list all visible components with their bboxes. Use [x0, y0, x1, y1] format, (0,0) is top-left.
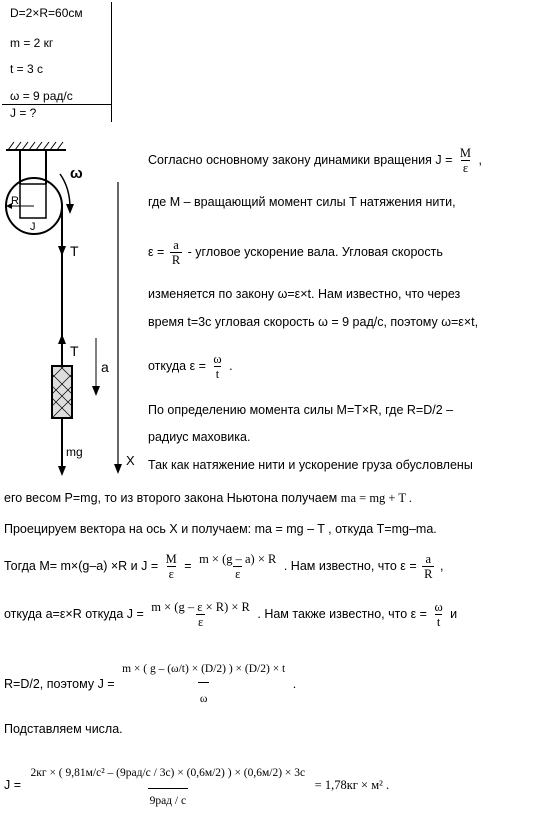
line-12: Тогда M= m×(g–a) ×R и J = $\frac{M}{\varepsilon}$ = $\frac{m \times (g - a) \times R}{\varepsilon}$ . Нам известно, что ε = $\frac{a}{R}$ , [4, 552, 444, 582]
newton-equation: ma = mg + T . [340, 491, 413, 505]
label-R: R [11, 195, 19, 207]
label-omega: ω [70, 165, 83, 182]
line-2: где M – вращающий момент силы T натяжения нити, [148, 195, 456, 209]
line-5: время t=3с угловая скорость ω = 9 рад/с, поэтому ω=ε×t, [148, 315, 479, 329]
line-9: Так как натяжение нити и ускорение груза обусловлены [148, 458, 473, 472]
given-divider-horizontal [2, 104, 112, 105]
given-omega: ω = 9 рад/с [10, 89, 73, 103]
ceiling-hatch [8, 142, 63, 150]
line-10: его весом P=mg, то из второго закона Ньютона получаем ma = mg + T . [4, 491, 413, 505]
load-block [52, 366, 72, 418]
label-J: J [30, 221, 36, 233]
label-mg: mg [66, 445, 83, 459]
line-15: Подставляем числа. [4, 722, 123, 736]
label-X: X [126, 453, 135, 468]
line-16: J = 2кг × ( 9,81м/с² – (9рад/с / 3с) × (0,6м/2) ) × (0,6м/2) × 3с 9рад / с = 1,78кг × м² . [4, 766, 390, 808]
line-13: откуда a=ε×R откуда J = $\frac{m \times (g - \varepsilon \times R) \times R}{\varepsilon}$ . Нам также известно, что ε = $\frac{\omega}{t}$ и [4, 600, 458, 630]
given-find: J = ? [10, 106, 37, 120]
line-3: ε = $\frac{a}{R}$ - угловое ускорение вала. Угловая скорость [148, 238, 443, 268]
line-11: Проецируем вектора на ось X и получаем: ma = mg – T , откуда T=mg–ma. [4, 522, 437, 536]
line-7: По определению момента силы M=T×R, где R=D/2 – [148, 403, 454, 417]
line-4: изменяется по закону ω=ε×t. Нам известно, что через [148, 287, 461, 301]
given-diameter: D=2×R=60см [10, 6, 83, 20]
line-6: откуда ε = $\frac{\omega}{t}$ . [148, 352, 233, 382]
line-1: Согласно основному закону динамики вращения J = $\frac{M}{\varepsilon}$ , [148, 146, 482, 176]
given-time: t = 3 с [10, 62, 44, 76]
line-8: радиус маховика. [148, 430, 251, 444]
label-T-lower: T [70, 343, 79, 359]
axle [20, 184, 46, 218]
given-mass: m = 2 кг [10, 36, 54, 50]
line-14: R=D/2, поэтому J = $\frac{m \times ( g - (\omega/t) \times (D/2) ) \times (D/2) \times t}{\omega}$ . [4, 662, 297, 706]
pulley-diagram [0, 138, 145, 478]
label-T-upper: T [70, 243, 79, 259]
label-a: a [101, 359, 109, 375]
